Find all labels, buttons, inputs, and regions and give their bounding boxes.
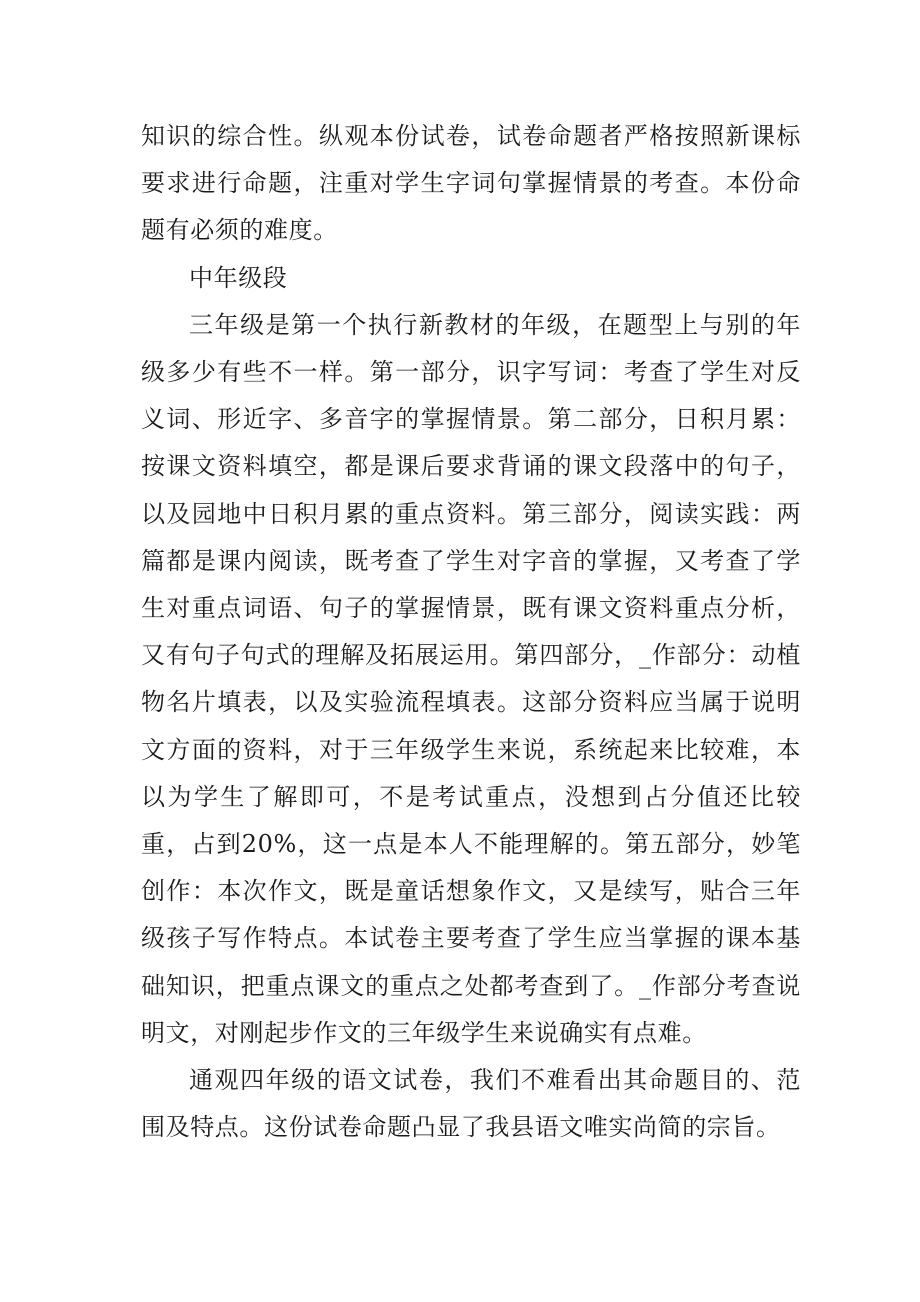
paragraph-grade-three: 三年级是第一个执行新教材的年级，在题型上与别的年级多少有些不一样。第一部分，识字写词：考查了学生对反义词、形近字、多音字的掌握情景。第二部分，日积月累：按课文资料填空，都是课后要求背诵的课文段落中的句子，以及园地中日积月累的重点资料。第三部分，阅读实践：两篇都是课内阅读，既考查了学生对字音的掌握，又考查了学生对重点词语、句子的掌握情景，既有课文资料重点分析，又有句子句式的理解及拓展运用。第四部分，_作部分：动植物名片填表，以及实验流程填表。这部分资料应当属于说明文方面的资料，对于三年级学生来说，系统起来比较难，本以为学生了解即可，不是考试重点，没想到占分值还比较重，占到20%，这一点是本人不能理解的。第五部分，妙笔创作：本次作文，既是童话想象作文，又是续写，贴合三年级孩子写作特点。本试卷主要考查了学生应当掌握的课本基础知识，把重点课文的重点之处都考查到了。_作部分考查说明文，对刚起步作文的三年级学生来说确实有点难。 bbox=[141, 310, 801, 1047]
paragraph-grade-four: 通观四年级的语文试卷，我们不难看出其命题目的、范围及特点。这份试卷命题凸显了我县语文唯实尚简的宗旨。 bbox=[141, 1066, 801, 1142]
paragraph-continuation: 知识的综合性。纵观本份试卷，试卷命题者严格按照新课标要求进行命题，注重对学生字词句掌握情景的考查。本份命题有必须的难度。 bbox=[141, 122, 801, 245]
document-body bbox=[141, 113, 801, 1151]
section-heading: 中年级段 bbox=[189, 263, 288, 292]
